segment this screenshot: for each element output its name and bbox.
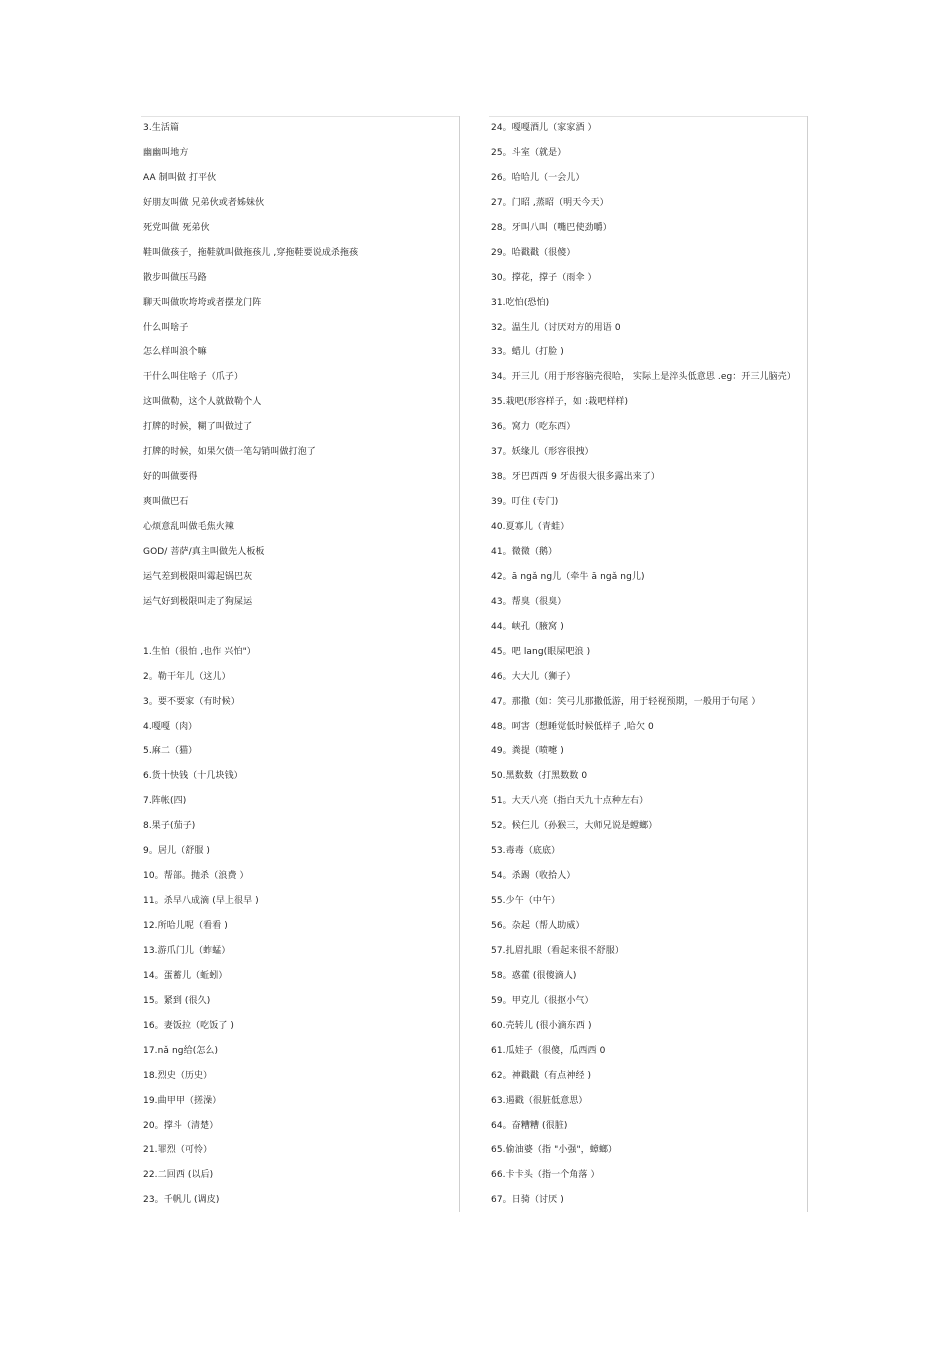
entry-line: 26。哈哈儿（一会儿） bbox=[491, 172, 585, 183]
left-column bbox=[141, 116, 460, 1212]
entry-line: 64。奋糟糟 (很脏) bbox=[491, 1120, 568, 1131]
entry-line: 22.二回西 (以后) bbox=[143, 1170, 214, 1181]
entry-line: 63.遏戳（很脏低意思） bbox=[491, 1095, 588, 1106]
entry-line: GOD/ 菩萨/真主叫做先人板板 bbox=[143, 546, 265, 557]
entry-line: 16。妻饭拉（吃饭了 ) bbox=[143, 1020, 235, 1031]
entry-line: 29。哈戳戳（很傻） bbox=[491, 247, 576, 258]
entry-line: 1.生怕（很怕 ,也作 兴怕"） bbox=[143, 646, 256, 657]
entry-line: 17.nǎ ng给(怎么) bbox=[143, 1045, 219, 1056]
entry-line: 18.烈史（历史） bbox=[143, 1070, 213, 1081]
entry-line: 13.游爪门儿（蚱蜢） bbox=[143, 945, 231, 956]
entry-line: 32。温生儿（讨厌对方的用语 0 bbox=[491, 322, 621, 333]
entry-line: 48。呵害（想睡觉低时候低样子 ,哈欠 0 bbox=[491, 721, 654, 732]
entry-line: 53.毒毒（底底） bbox=[491, 846, 561, 857]
entry-line: 这叫做勒，这个人就做勒个人 bbox=[143, 397, 262, 408]
entry-line: 11。杀早八成滴 (早上很早 ) bbox=[143, 896, 259, 907]
entry-line: 28。牙叫八叫（嘴巴使劲嚼） bbox=[491, 222, 612, 233]
entry-line: 6.货十快钱（十几块钱） bbox=[143, 771, 243, 782]
entry-line: 33。蜡儿（打脸 ) bbox=[491, 347, 564, 358]
entry-line: 怎么样叫浪个嘛 bbox=[143, 347, 207, 358]
entry-line: 66.卡卡头（指一个角落 ） bbox=[491, 1170, 600, 1181]
entry-line: 4.嘎嘎（肉） bbox=[143, 721, 198, 732]
entry-line: 31.吃怕(恐怕) bbox=[491, 297, 550, 308]
right-entry-list bbox=[489, 116, 807, 1217]
entry-line: 27。门昭 ,蒸昭（明天今天） bbox=[491, 197, 609, 208]
entry-line: 什么叫啥子 bbox=[143, 322, 189, 333]
left-entry-list bbox=[141, 116, 459, 1217]
entry-line: 52。候仨儿（孙猴三，大师兄说是螳螂） bbox=[491, 821, 658, 832]
entry-line: 10。帮部。抛杀（浪费 ） bbox=[143, 871, 249, 882]
entry-line: 好的叫做要得 bbox=[143, 472, 198, 483]
entry-line: 30。撑花，撑子（雨伞 ） bbox=[491, 272, 597, 283]
entry-line bbox=[143, 619, 459, 644]
entry-line: 61.瓜娃子（很傻，瓜西西 0 bbox=[491, 1045, 606, 1056]
entry-line: 15。紧到 (很久) bbox=[143, 995, 211, 1006]
entry-line: 65.偷油婆（指 "小强"，蟑螂） bbox=[491, 1145, 618, 1156]
entry-line: 打牌的时候，糊了叫做过了 bbox=[143, 422, 253, 433]
entry-line: 散步叫做压马路 bbox=[143, 272, 207, 283]
entry-line: 44。峡孔（腋窝 ) bbox=[491, 621, 564, 632]
entry-line: 幽幽叫地方 bbox=[143, 147, 189, 158]
entry-line: 35.栽吧(形容样子，如 :栽吧样样) bbox=[491, 397, 629, 408]
entry-line: 49。粪提（喷嚏 ) bbox=[491, 746, 564, 757]
right-column bbox=[489, 116, 808, 1212]
entry-line: 死党叫做 死弟伙 bbox=[143, 222, 210, 233]
entry-line: 37。妖缘儿（形容很拽） bbox=[491, 447, 594, 458]
entry-line: AA 制叫做 打平伙 bbox=[143, 172, 217, 183]
entry-line: 38。牙巴西西 9 牙齿很大很多露出来了） bbox=[491, 472, 661, 483]
entry-line: 56。杂起（帮人助威） bbox=[491, 921, 585, 931]
entry-line: 67。日骑（讨厌 ) bbox=[491, 1195, 564, 1206]
entry-line: 46。大大儿（狮子） bbox=[491, 671, 576, 682]
entry-line: 59。甲克儿（很抠小气） bbox=[491, 995, 594, 1006]
entry-line: 3。要不要家（有时候） bbox=[143, 696, 240, 707]
entry-line: 好朋友叫做 兄弟伙或者姊妹伙 bbox=[143, 197, 265, 208]
entry-line: 41。微微（鹅） bbox=[491, 546, 558, 557]
entry-line: 24。嘎嘎酒儿（家家酒 ） bbox=[491, 123, 597, 133]
entry-line: 聊天叫做吹垮垮或者摆龙门阵 bbox=[143, 297, 262, 308]
entry-line: 60.壳转儿 (很小滴东西 ) bbox=[491, 1020, 592, 1031]
entry-line: 55.少午（中午） bbox=[491, 896, 561, 907]
entry-line: 14。蛋蓄儿（蚯蚓） bbox=[143, 970, 228, 981]
entry-line: 干什么叫住啥子（爪子） bbox=[143, 372, 244, 383]
entry-line: 34。开三儿（用于形容脑壳很哈， 实际上是淬头低意思 .eg：开三儿脑壳） bbox=[491, 372, 796, 383]
entry-line: 心烦意乱叫做毛焦火辣 bbox=[143, 522, 235, 532]
entry-line: 62。神戳戳（有点神经 ) bbox=[491, 1070, 592, 1081]
entry-line: 19.曲甲甲（搓澡） bbox=[143, 1095, 222, 1106]
entry-line: 40.夏寡儿（青蛙） bbox=[491, 522, 570, 532]
entry-line: 8.果子(茄子) bbox=[143, 821, 196, 832]
entry-line: 36。窝力（吃东西） bbox=[491, 422, 576, 433]
entry-line: 3.生活篇 bbox=[143, 123, 180, 133]
entry-line: 57.扎眉扎眼（看起来很不舒服） bbox=[491, 945, 624, 956]
entry-line: 运气好到极限叫走了狗屎运 bbox=[143, 596, 253, 607]
entry-line: 运气差到极限叫霉起锅巴灰 bbox=[143, 571, 253, 582]
entry-line: 43。帮臭（很臭） bbox=[491, 596, 567, 607]
entry-line: 打牌的时候，如果欠债一笔勾销叫做打泡了 bbox=[143, 447, 316, 458]
entry-line: 7.阵帐(四) bbox=[143, 796, 187, 807]
entry-line: 5.麻二（猫） bbox=[143, 746, 198, 757]
entry-line: 39。叮住 (专门) bbox=[491, 497, 559, 508]
entry-line: 21.罪烈（可怜） bbox=[143, 1145, 213, 1156]
entry-line: 鞋叫做孩子，拖鞋就叫做拖孩儿 ,穿拖鞋要说成杀拖孩 bbox=[143, 247, 359, 258]
entry-line: 50.黑数数（打黑数数 0 bbox=[491, 771, 588, 782]
entry-line: 45。吧 lang(眼屎吧浪 ) bbox=[491, 646, 591, 657]
entry-line: 23。千帆儿 (调皮) bbox=[143, 1195, 220, 1206]
entry-line: 58。惑藿 (很傻滴人) bbox=[491, 970, 577, 981]
entry-line: 2。勒干年儿（这儿） bbox=[143, 671, 231, 682]
entry-line: 51。大天八亮（指白天九十点种左右） bbox=[491, 796, 649, 807]
entry-line: 20。撑斗（清楚） bbox=[143, 1120, 219, 1131]
entry-line: 9。居儿（舒服 ) bbox=[143, 846, 210, 857]
entry-line: 12.所哈儿呢（看看 ) bbox=[143, 921, 228, 931]
entry-line: 25。斗室（就是） bbox=[491, 147, 567, 158]
entry-line: 爽叫做巴石 bbox=[143, 497, 189, 508]
entry-line: 42。ā ngǎ ng儿（牵牛 ā ngǎ ng儿) bbox=[491, 571, 645, 582]
entry-line: 47。那撒（如：笑弓儿那撒低游，用于轻视预期，一般用于句尾 ） bbox=[491, 696, 761, 707]
entry-line: 54。杀踢（收拾人） bbox=[491, 871, 576, 882]
